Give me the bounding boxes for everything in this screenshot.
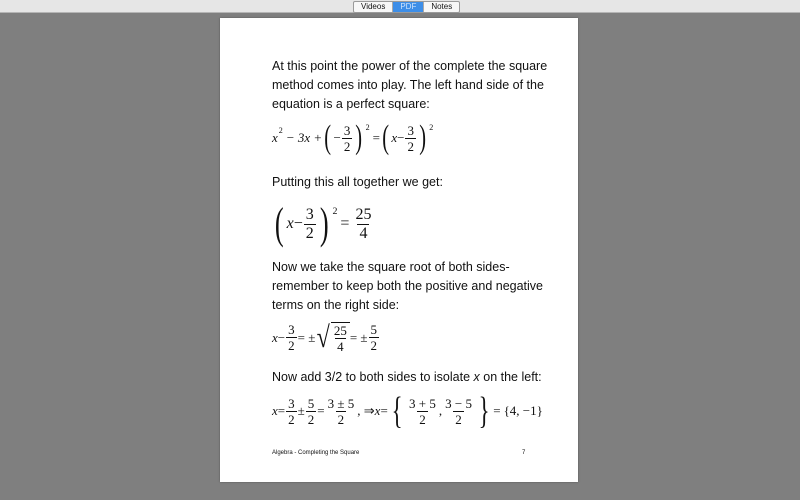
- equation-3: x − $\frac{3}{2}$ = ± √ $\frac{25}{4}$ = ± $\frac{5}{2}$: [272, 320, 378, 354]
- paragraph-4: Now add 3/2 to both sides to isolate x on the left:: [272, 370, 542, 384]
- fraction: $\frac{3}{2}$: [343, 122, 351, 154]
- square-root: √ $\frac{25}{4}$: [315, 322, 349, 353]
- view-switcher-bar: [0, 0, 800, 13]
- fraction: $\frac{3 + 5}{2}$: [409, 395, 436, 427]
- footer-title: Algebra - Completing the Square: [272, 450, 360, 456]
- fraction: $\frac{25}{4}$: [355, 205, 372, 242]
- fraction: $\frac{3}{2}$: [407, 122, 414, 154]
- paragraph-2: Putting this all together we get:: [272, 175, 443, 189]
- tab-notes[interactable]: Notes: [431, 2, 453, 11]
- fraction: $\frac{5}{2}$: [370, 322, 378, 353]
- paragraph-3: Now we take the square root of both sides- remember to keep both the positive and negative terms on the right side:: [272, 260, 544, 312]
- fraction: $\frac{3 - 5}{2}$: [445, 395, 472, 427]
- fraction: $\frac{5}{2}$: [307, 395, 315, 427]
- equation-2: ( x − $\frac{3}{2}$ ) 2 = $\frac{25}{4}$: [274, 199, 372, 248]
- tab-pdf[interactable]: PDF: [393, 2, 424, 12]
- fraction: $\frac{3 \pm 5}{2}$: [327, 395, 355, 427]
- fraction: $\frac{25}{4}$: [333, 323, 347, 354]
- fraction: $\frac{3}{2}$: [288, 322, 295, 353]
- view-segmented-control: [353, 1, 460, 13]
- page-number: 7: [522, 450, 526, 456]
- fraction: $\frac{3}{2}$: [288, 395, 295, 427]
- fraction: $\frac{3}{2}$: [305, 205, 314, 242]
- tab-videos[interactable]: Videos: [354, 2, 393, 12]
- pdf-page: [220, 18, 578, 482]
- equation-1: x 2 − 3x + ( − $\frac{3}{2}$ ) 2 = ( x − $\frac{3}{2}$ ) 2: [272, 119, 434, 156]
- equation-4: x = $\frac{3}{2}$ ± $\frac{5}{2}$ = $\frac{3 \pm 5}{2}$ , ⇒ x = { $\frac{3 + 5}{2}$ , $\frac{3 - 5}{2}$ } = {4, −1}: [272, 390, 543, 432]
- paragraph-1: At this point the power of the complete the square method comes into play. The left hand side of the equation is a perfect square:: [272, 59, 548, 111]
